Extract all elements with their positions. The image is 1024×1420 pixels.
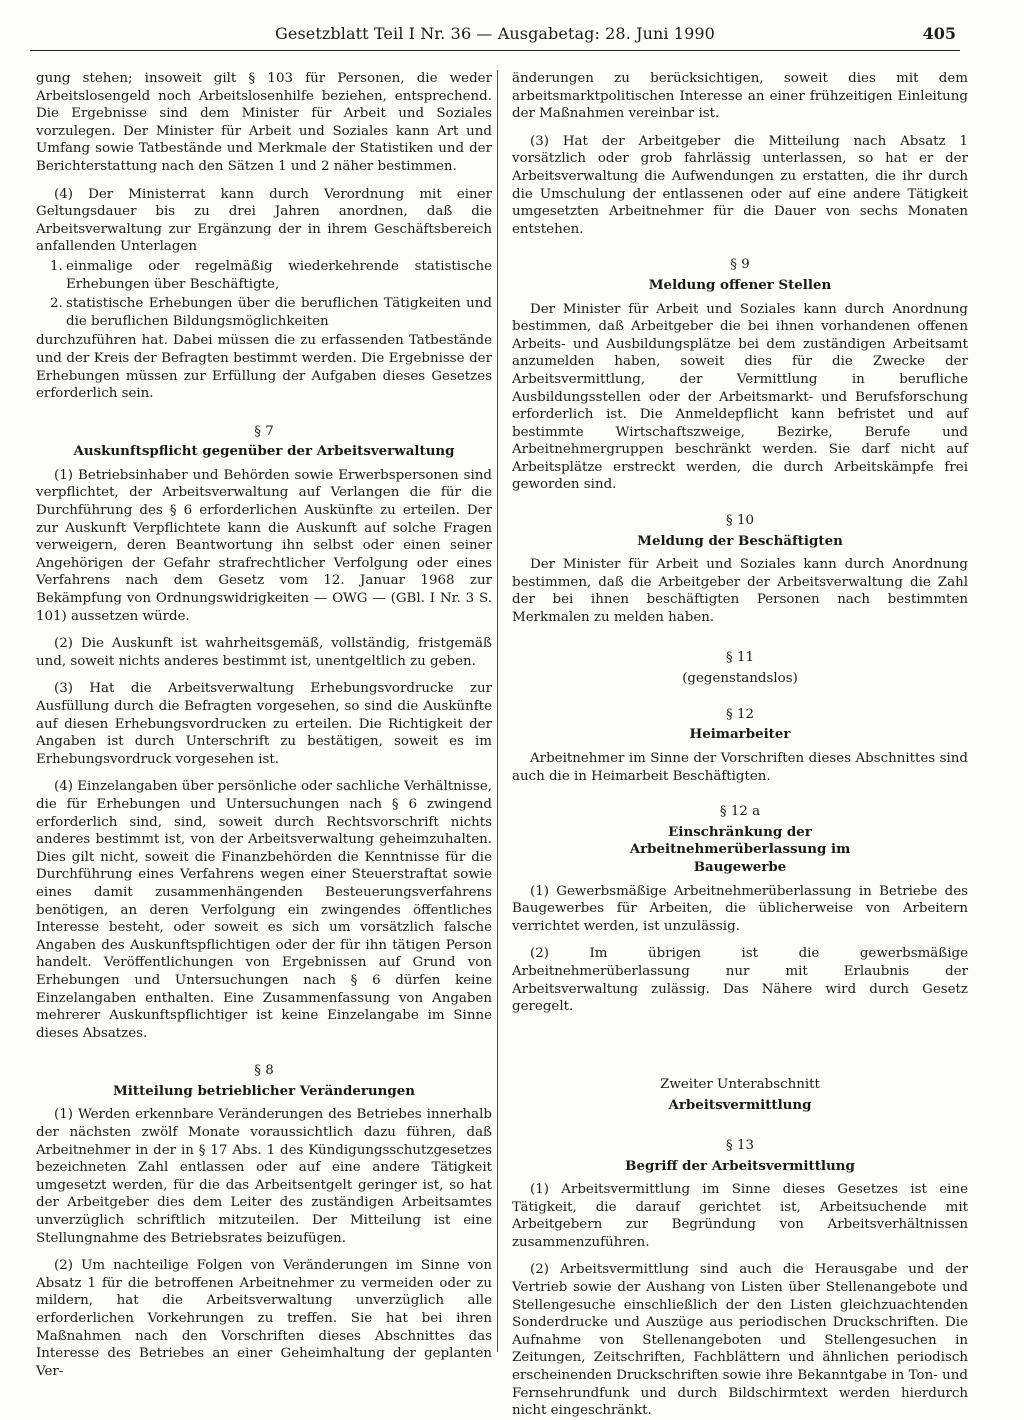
- section-12a-title: Einschränkung der Arbeitnehmerüberlassung im Baugewerbe: [629, 823, 851, 875]
- section-9-number: § 9: [730, 257, 750, 273]
- section-13-number: § 13: [726, 1137, 754, 1153]
- page-header: [30, 22, 960, 51]
- list-number: 1.: [50, 258, 63, 274]
- list-item: [36, 295, 492, 330]
- paragraph-9: Der Minister für Arbeit und Soziales kann durch Anordnung bestimmen, daß Arbeitgeber die bei ihnen vorhandenen offenen Arbeits- und Ausbildungsplätze bei dem zuständigen Arbeitsamt anzumelden haben, soweit dies für die Zwecke der Arbeitsvermittlung, der Vermittlung in berufliche Ausbildungsstellen oder der Arbeitsmarkt- und Berufsforschung erforderlich ist. Die Anmeldepflicht kann befristet und auf bestimmte Wirtschaftszweige, Bezirke, Berufe und Arbeitnehmergruppen beschränkt werden. Sie darf nicht auf Arbeitsplätze erstreckt werden, die durch Arbeitskämpfe frei geworden sind.: [512, 301, 968, 493]
- subsection-label: Zweiter Unterabschnitt: [660, 1076, 820, 1092]
- paragraph-12: Arbeitnehmer im Sinne der Vorschriften dieses Abschnittes sind auch die in Heimarbeit Beschäftigten.: [512, 751, 968, 784]
- paragraph-6-4: (4) Der Ministerrat kann durch Verordnung mit einer Geltungsdauer bis zu drei Jahren anordnen, daß die Arbeitsverwaltung zur Ergänzung der in ihrem Geschäftsbereich anfallenden Unterlagen: [36, 186, 492, 255]
- list-item: [36, 258, 492, 293]
- section-8-number: § 8: [254, 1063, 274, 1079]
- section-10-title: Meldung der Beschäftigten: [637, 532, 843, 549]
- paragraph-7-4: (4) Einzelangaben über persönliche oder sachliche Verhältnisse, die für Erhebungen und Untersuchungen nach § 6 zwingend erforderlich sind, sind, soweit durch Rechtsvorschrift nichts anderes bestimmt ist, von der Arbeitsverwaltung geheimzuhalten. Dies gilt nicht, soweit die Finanzbehörden die Kenntnisse für die Durchführung eines Verfahrens wegen einer Steuerstraftat sowie eines damit zusammenhängenden Besteuerungsverfahrens benötigen, an deren Verfolgung ein zwingendes öffentliches Interesse besteht, oder soweit es sich um vorsätzlich falsche Angaben des Auskunftspflichtigen oder der für ihn tätigen Person handelt. Veröffentlichungen von Ergebnissen auf Grund von Erhebungen und Untersuchungen nach § 6 dürfen keine Einzelangaben enthalten. Eine Zusammenfassung von Angaben mehrerer Auskunftspflichtiger ist keine Einzelangabe im Sinne dieses Absatzes.: [36, 779, 492, 1041]
- list-text: statistische Erhebungen über die beruflichen Tätigkeiten und die beruflichen Bildungsmöglichkeiten: [66, 296, 492, 329]
- paragraph-10: Der Minister für Arbeit und Soziales kann durch Anordnung bestimmen, daß die Arbeitgeber der Arbeitsverwaltung die Zahl der bei ihnen beschäftigten Personen nach bestimmten Merkmalen zu melden haben.: [512, 557, 968, 626]
- paragraph-8-2: (2) Um nachteilige Folgen von Veränderungen im Sinne von Absatz 1 für die betroffenen Arbeitnehmer zu vermeiden oder zu mildern, hat die Arbeitsverwaltung unverzüglich alle erforderlichen Vorkehrungen zu treffen. Sie hat bei ihren Maßnahmen nach den Vorschriften dieses Abschnittes das Interesse des Betriebes an einer Geheimhaltung der geplanten Ver-: [36, 1258, 492, 1379]
- section-10-number: § 10: [726, 513, 754, 529]
- left-column: [36, 70, 492, 1380]
- section-9-title: Meldung offener Stellen: [648, 276, 832, 293]
- paragraph-12a-1: (1) Gewerbsmäßige Arbeitnehmerüberlassung in Betriebe des Baugewerbes für Arbeiten, die üblicherweise von Arbeitern verrichtet werden, ist unzulässig.: [512, 883, 968, 934]
- list-number: 2.: [50, 296, 63, 312]
- list-text: einmalige oder regelmäßig wiederkehrende statistische Erhebungen über Beschäftigte,: [66, 258, 492, 292]
- section-12-number: § 12: [726, 706, 754, 722]
- paragraph-8-3: (3) Hat der Arbeitgeber die Mitteilung nach Absatz 1 vorsätzlich oder grob fahrlässig unterlassen, so hat er der Arbeitsverwaltung die Aufwendungen zu erstatten, die ihr durch die Umschulung der entlassenen oder auf eine andere Tätigkeit umgesetzten Arbeitnehmer für die Dauer von sechs Monaten entstehen.: [512, 133, 968, 237]
- section-12-title: Heimarbeiter: [689, 726, 791, 743]
- paragraph-7-3: (3) Hat die Arbeitsverwaltung Erhebungsvordrucke zur Ausfüllung durch die Befragten vorgesehen, so sind die Auskünfte auf diesen Erhebungsvordrucken zu erteilen. Die Richtigkeit der Angaben ist durch Unterschrift zu bestätigen, soweit es im Erhebungsvordruck vorgesehen ist.: [36, 681, 492, 767]
- paragraph-continuation: gung stehen; insoweit gilt § 103 für Personen, die weder Arbeitslosengeld noch Arbeitslosenhilfe beziehen, entsprechend. Die Ergebnisse sind dem Minister für Arbeit und Soziales vorzulegen. Der Minister für Arbeit und Soziales kann Art und Umfang sowie Tatbestände und Merkmale der Statistiken und der Berichterstattung nach den Sätzen 1 und 2 näher bestimmen.: [36, 71, 492, 174]
- column-divider: [497, 70, 498, 1352]
- subsection-title: Arbeitsvermittlung: [668, 1097, 812, 1114]
- section-7-number: § 7: [254, 423, 274, 439]
- right-column: [512, 70, 968, 1420]
- paragraph-7-2: (2) Die Auskunft ist wahrheitsgemäß, vollständig, fristgemäß und, soweit nichts anderes bestimmt ist, unentgeltlich zu geben.: [36, 636, 492, 669]
- section-13-title: Begriff der Arbeitsvermittlung: [625, 1157, 855, 1174]
- section-12a-number: § 12 a: [719, 804, 761, 820]
- paragraph-6-4-end: durchzuführen hat. Dabei müssen die zu erfassenden Tatbestände und der Kreis der Befragten bestimmt werden. Die Ergebnisse der Erhebungen müssen zur Erfüllung der Aufgaben dieses Gesetzes erforderlich sein.: [36, 333, 492, 402]
- section-7-title: Auskunftspflicht gegenüber der Arbeitsverwaltung: [73, 443, 455, 460]
- paragraph-continuation: änderungen zu berücksichtigen, soweit dies mit dem arbeitsmarktpolitischen Interesse an einer frühzeitigen Einleitung der Maßnahmen vereinbar ist.: [512, 71, 968, 122]
- running-title: Gesetzblatt Teil I Nr. 36 — Ausgabetag: 28. Juni 1990: [275, 24, 715, 43]
- section-8-title: Mitteilung betrieblicher Veränderungen: [112, 1082, 416, 1099]
- paragraph-12a-2: (2) Im übrigen ist die gewerbsmäßige Arbeitnehmerüberlassung nur mit Erlaubnis der Arbeitsverwaltung zulässig. Das Nähere wird durch Gesetz geregelt.: [512, 946, 968, 1015]
- section-11-title: (gegenstandslos): [682, 671, 798, 687]
- section-11-number: § 11: [726, 649, 754, 665]
- enumeration-list: [36, 258, 492, 330]
- page-number: 405: [922, 24, 956, 43]
- paragraph-7-1: (1) Betriebsinhaber und Behörden sowie Erwerbspersonen sind verpflichtet, der Arbeitsverwaltung auf Verlangen die für die Durchführung des § 6 erforderlichen Auskünfte zu erteilen. Der zur Auskunft Verpflichtete kann die Auskunft auf solche Fragen verweigern, deren Beantwortung ihn selbst oder einen seiner Angehörigen der Gefahr strafrechtlicher Verfolgung oder eines Verfahrens nach dem Gesetz vom 12. Januar 1968 zur Bekämpfung von Ordnungswidrigkeiten — OWG — (GBl. I Nr. 3 S. 101) aussetzen würde.: [36, 467, 492, 624]
- paragraph-13-2: (2) Arbeitsvermittlung sind auch die Herausgabe und der Vertrieb sowie der Aushang von Listen über Stellenangebote und Stellengesuche einschließlich der den Listen gleichzuachtenden Sonderdrucke und Auszüge aus periodischen Druckschriften. Die Aufnahme von Stellenangeboten und Stellengesuchen in Zeitungen, Zeitschriften, Fachblättern und ähnlichen periodisch erscheinenden Druckschriften sowie ihre Bekanntgabe in Ton- und Fernsehrundfunk und durch Bildschirmtext werden hierdurch nicht eingeschränkt.: [512, 1262, 968, 1419]
- paragraph-13-1: (1) Arbeitsvermittlung im Sinne dieses Gesetzes ist eine Tätigkeit, die darauf gerichtet ist, Arbeitsuchende mit Arbeitgebern zur Begründung von Arbeitsverhältnissen zusammenzuführen.: [512, 1182, 968, 1250]
- paragraph-8-1: (1) Werden erkennbare Veränderungen des Betriebes innerhalb der nächsten zwölf Monate voraussichtlich dazu führen, daß Arbeitnehmer in der in § 17 Abs. 1 des Kündigungsschutzgesetzes bezeichneten Zahl entlassen oder auf eine andere Tätigkeit umgesetzt werden, für die das Arbeitsentgelt geringer ist, so hat der Arbeitgeber dies dem Leiter des zuständigen Arbeitsamtes unverzüglich schriftlich mitzuteilen. Der Mitteilung ist eine Stellungnahme des Betriebsrates beizufügen.: [36, 1107, 492, 1246]
